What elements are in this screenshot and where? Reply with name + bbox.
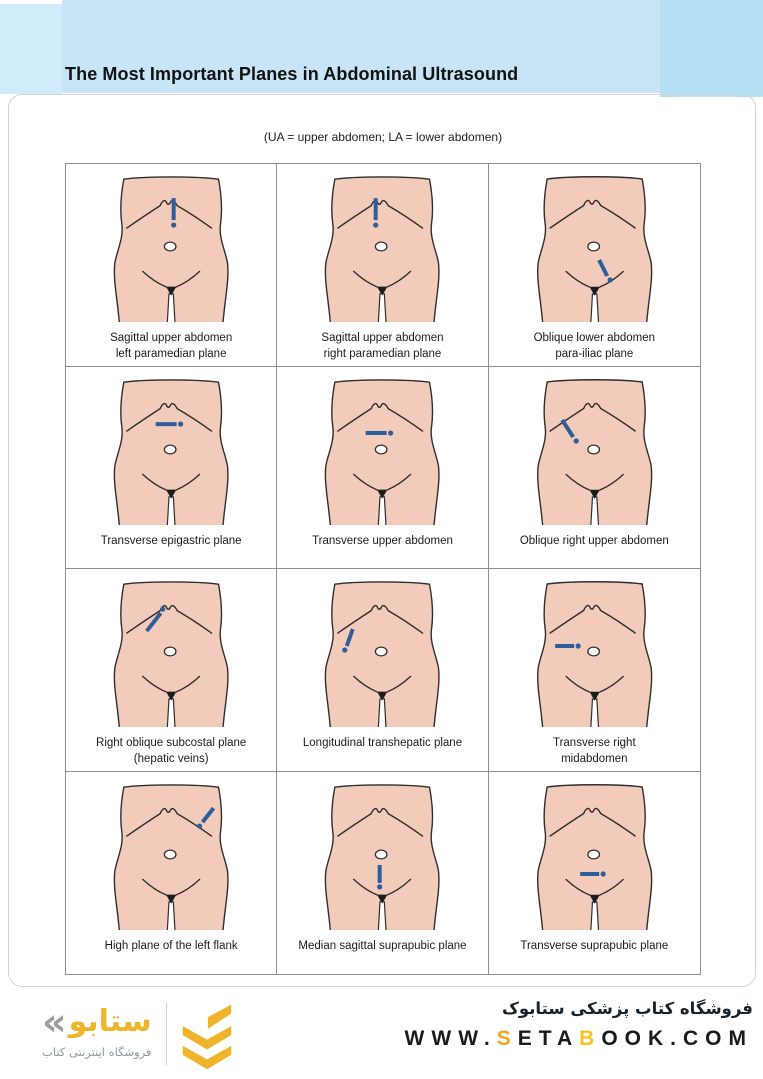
torso-figure (489, 164, 700, 322)
logo-chevron-mark-icon: « (42, 1000, 67, 1044)
plane-caption: Oblique right upper abdomen (519, 534, 669, 547)
plane-cell-transverse-right-midabdomen (489, 569, 700, 772)
torso-figure (66, 164, 276, 322)
scan-plane-orientation-dot (343, 647, 348, 652)
plane-caption: Median sagittal suprapubic plane (298, 939, 467, 952)
page-title: The Most Important Planes in Abdominal Ultrasound (65, 64, 519, 84)
logo-emblem-icon (179, 1001, 235, 1071)
plane-cell-transverse-suprapubic (489, 772, 700, 975)
plane-caption: Oblique lower abdomen para-iliac plane (533, 332, 656, 360)
scan-plane-orientation-dot (600, 871, 605, 876)
header-band-right (660, 0, 763, 97)
plane-cell-right-oblique-subcostal (66, 569, 277, 772)
plane-cell-longitudinal-transhepatic (277, 569, 488, 772)
store-name: فروشگاه کتاب پزشکی ستابوک (502, 999, 753, 1018)
torso-figure (66, 772, 276, 930)
torso-figure (489, 569, 700, 727)
plane-cell-oblique-right-upper-abdomen (489, 367, 700, 570)
scan-plane-orientation-dot (573, 438, 578, 443)
planes-grid (65, 163, 701, 975)
plane-caption: Transverse right midabdomen (552, 737, 636, 765)
scan-plane-orientation-dot (178, 421, 183, 426)
header-band-left (0, 4, 62, 94)
plane-caption: Transverse epigastric plane (100, 534, 242, 547)
torso-figure (277, 569, 487, 727)
plane-cell-sagittal-ua-right-paramedian (277, 164, 488, 367)
logo-divider (166, 1003, 168, 1065)
torso-figure (66, 367, 276, 525)
scan-plane-orientation-dot (197, 823, 202, 828)
torso-figure (489, 367, 700, 525)
plane-cell-sagittal-ua-left-paramedian (66, 164, 277, 367)
plane-caption: Transverse suprapubic plane (520, 939, 669, 952)
abbreviation-note: (UA = upper abdomen; LA = lower abdomen) (263, 130, 503, 144)
torso-figure (277, 772, 487, 930)
plane-caption: Transverse upper abdomen (312, 534, 453, 547)
setabook-logo (42, 1001, 235, 1071)
scan-plane-orientation-dot (160, 607, 165, 612)
footer (0, 985, 763, 1079)
scan-plane-orientation-dot (373, 222, 378, 227)
logo-subtitle: فروشگاه اینترنتی کتاب (42, 1045, 152, 1059)
torso-figure (66, 569, 276, 727)
plane-cell-high-plane-left-flank (66, 772, 277, 975)
scan-plane-orientation-dot (388, 430, 393, 435)
plane-caption: Sagittal upper abdomen left paramedian plane (110, 332, 233, 360)
plane-cell-median-sagittal-suprapubic (277, 772, 488, 975)
plane-cell-oblique-la-para-iliac (489, 164, 700, 367)
plane-caption: Longitudinal transhepatic plane (302, 737, 463, 749)
scan-plane-orientation-dot (575, 643, 580, 648)
plane-caption: High plane of the left flank (104, 939, 238, 952)
scan-plane-orientation-dot (607, 277, 612, 282)
site-url: WWW.SETABOOK.COM (404, 1027, 753, 1050)
scan-plane-orientation-dot (171, 222, 176, 227)
torso-figure (277, 164, 487, 322)
torso-figure (277, 367, 487, 525)
logo-wordmark: ستابو (68, 1004, 152, 1039)
torso-figure (489, 772, 700, 930)
plane-cell-transverse-epigastric (66, 367, 277, 570)
plane-cell-transverse-upper-abdomen (277, 367, 488, 570)
scan-plane-orientation-dot (377, 884, 382, 889)
plane-caption: Sagittal upper abdomen right paramedian plane (321, 332, 444, 360)
plane-caption: Right oblique subcostal plane (hepatic veins) (96, 737, 247, 765)
